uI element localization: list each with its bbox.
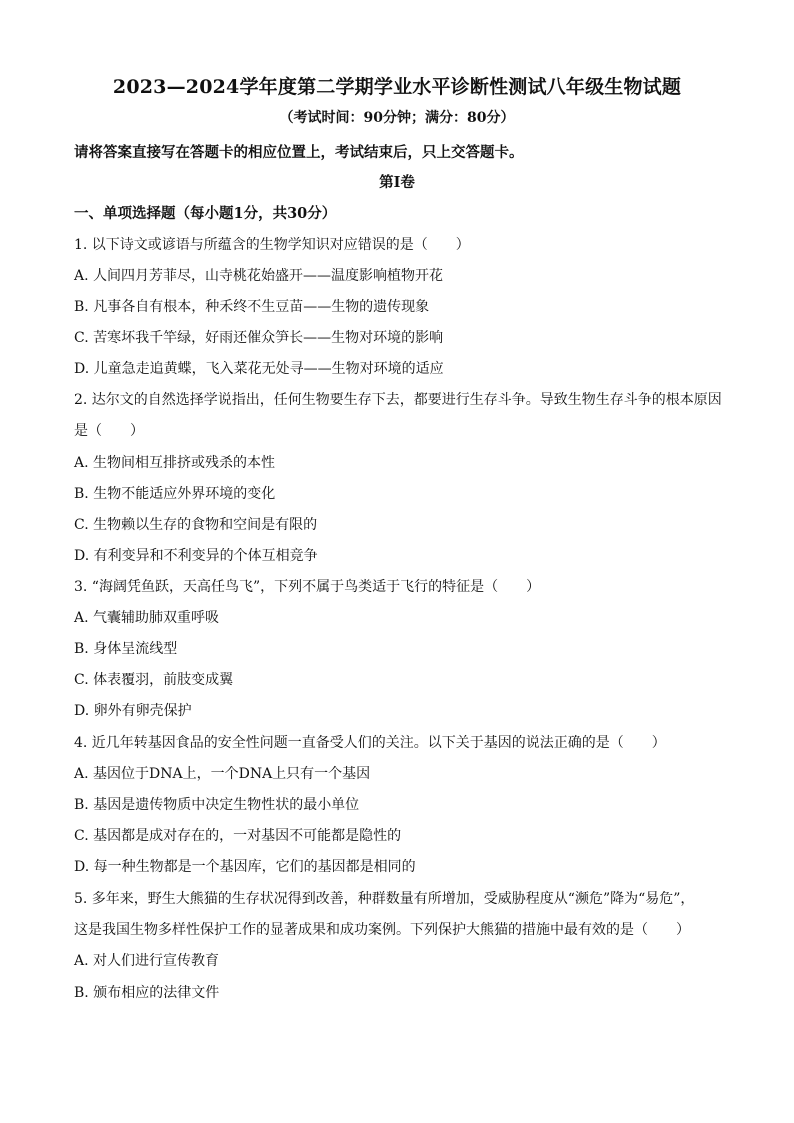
question-5-option-a: A. 对人们进行宣传教育 — [74, 953, 220, 969]
question-1-option-a: A. 人间四月芳菲尽，山寺桃花始盛开——温度影响植物开花 — [74, 268, 444, 284]
question-1-stem: 1. 以下诗文或谚语与所蕴含的生物学知识对应错误的是（ ） — [74, 237, 470, 253]
question-4-option-b: B. 基因是遗传物质中决定生物性状的最小单位 — [74, 797, 360, 813]
question-2-option-a: A. 生物间相互排挤或残杀的本性 — [74, 455, 276, 471]
exam-instruction: 请将答案直接写在答题卡的相应位置上，考试结束后，只上交答题卡。 — [74, 144, 524, 161]
question-5-option-b: B. 颁布相应的法律文件 — [74, 985, 220, 1001]
question-2-stem-line-1: 2. 达尔文的自然选择学说指出，任何生物要生存下去，都要进行生存斗争。导致生物生存斗争的根本原因 — [74, 392, 722, 408]
section-heading: 一、单项选择题（每小题1分，共30分） — [74, 205, 337, 222]
question-4-option-c: C. 基因都是成对存在的，一对基因不可能都是隐性的 — [74, 828, 402, 844]
question-2-stem-line-2: 是（ ） — [74, 423, 144, 439]
question-4-stem: 4. 近几年转基因食品的安全性问题一直备受人们的关注。以下关于基因的说法正确的是（ ） — [74, 735, 666, 751]
question-1-option-b: B. 凡事各自有根本，种禾终不生豆苗——生物的遗传现象 — [74, 299, 430, 315]
question-2-option-b: B. 生物不能适应外界环境的变化 — [74, 486, 276, 502]
part-label: 第Ⅰ卷 — [379, 174, 415, 191]
question-4-option-a: A. 基因位于DNA上，一个DNA上只有一个基因 — [74, 766, 371, 782]
question-3-stem: 3. “海阔凭鱼跃，天高任鸟飞”，下列不属于鸟类适于飞行的特征是（ ） — [74, 579, 541, 595]
question-1-option-c: C. 苦寒坏我千竿绿，好雨还催众笋长——生物对环境的影响 — [74, 330, 444, 346]
question-3-option-c: C. 体表覆羽，前肢变成翼 — [74, 672, 234, 688]
question-2-option-d: D. 有利变异和不利变异的个体互相竞争 — [74, 548, 318, 564]
exam-title: 2023—2024学年度第二学期学业水平诊断性测试八年级生物试题 — [112, 76, 682, 98]
question-3-option-b: B. 身体呈流线型 — [74, 641, 178, 657]
question-3-option-a: A. 气囊辅助肺双重呼吸 — [74, 610, 220, 626]
question-5-stem-line-2: 这是我国生物多样性保护工作的显著成果和成功案例。下列保护大熊猫的措施中最有效的是（ ） — [74, 922, 690, 938]
question-2-option-c: C. 生物赖以生存的食物和空间是有限的 — [74, 517, 318, 533]
question-5-stem-line-1: 5. 多年来，野生大熊猫的生存状况得到改善，种群数量有所增加，受威胁程度从“濒危”降为“易危”， — [74, 891, 695, 907]
exam-subtitle: （考试时间：90分钟；满分：80分） — [279, 110, 515, 126]
question-3-option-d: D. 卵外有卵壳保护 — [74, 703, 192, 719]
question-1-option-d: D. 儿童急走追黄蝶，飞入菜花无处寻——生物对环境的适应 — [74, 361, 444, 377]
question-4-option-d: D. 每一种生物都是一个基因库，它们的基因都是相同的 — [74, 859, 416, 875]
